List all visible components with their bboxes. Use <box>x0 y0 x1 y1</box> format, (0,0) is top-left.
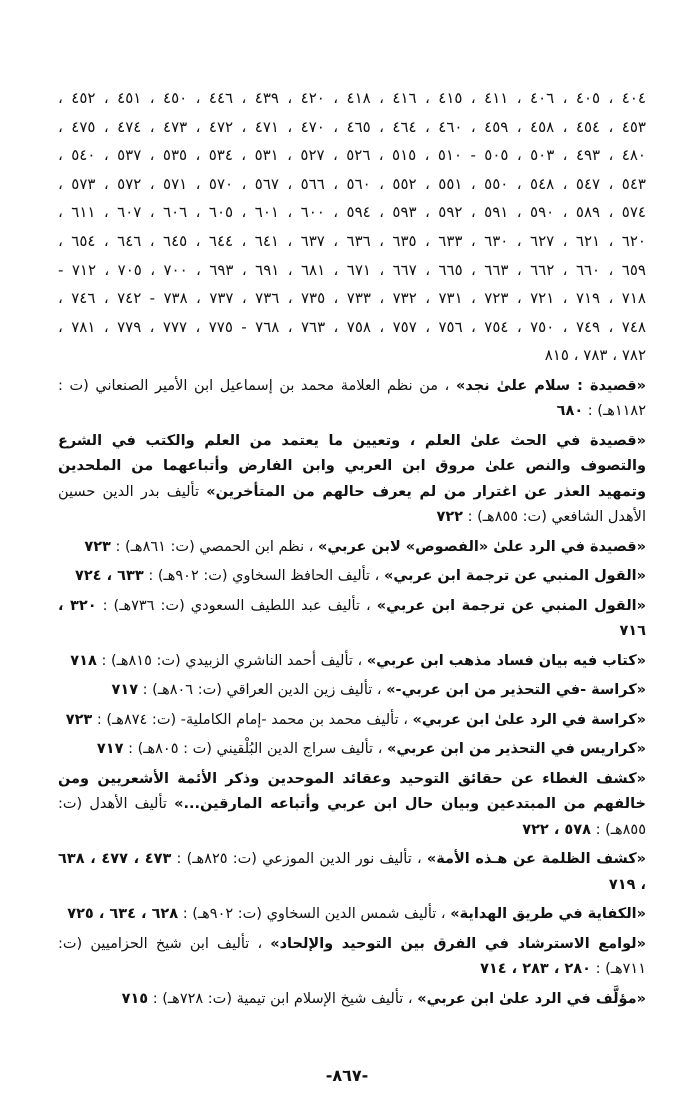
index-entry <box>58 987 646 1013</box>
page-references-block <box>58 84 646 370</box>
page-references-line: ٤٨٠ ، ٤٩٣ ، ٥٠٣ ، ٥٠٥ - ٥١٠ ، ٥١٥ ، ٥٢٦ ، ٥٢٧ ، ٥٣١ ، ٥٣٤ ، ٥٣٥ ، ٥٣٧ ، ٥٤٠ ، <box>58 146 646 165</box>
page-references-line: ٥٧٤ ، ٥٨٩ ، ٥٩٠ ، ٥٩١ ، ٥٩٢ ، ٥٩٣ ، ٥٩٤ ، ٦٠٠ ، ٦٠١ ، ٦٠٥ ، ٦٠٦ ، ٦٠٧ ، ٦١١ ، <box>58 203 646 222</box>
author-info: تأليف الأهدل (ت: ٨٥٥هـ) : <box>58 796 646 838</box>
page-number: -٨٦٧- <box>325 1066 369 1085</box>
book-title: «قصيدة : سلام علىٰ نجد» <box>455 377 647 394</box>
page-references: ٧٢٣ <box>65 711 93 728</box>
book-title: «كشف الظلمة عن هـذه الأمة» <box>426 851 647 868</box>
book-title: «قصيدة في الرد علىٰ «الفصوص» لابن عربي» <box>318 538 646 555</box>
index-entry <box>58 902 646 928</box>
page-references-line: ٧٨٢ ، ٧٨٣ ، ٨١٥ <box>544 346 646 365</box>
index-entry <box>58 932 646 983</box>
author-info: ، تأليف أحمد الناشري الزبيدي (ت: ٨١٥هـ) : <box>96 652 367 669</box>
index-entry <box>58 708 646 734</box>
book-title: «لوامع الاسترشاد في الفرق بين التوحيد والإلحاد» <box>270 935 646 952</box>
page-references: ٧٢٣ <box>84 538 111 555</box>
author-info: ، تأليف سراج الدين البُلْقيني (ت : ٨٠٥هـ) : <box>123 741 387 758</box>
page-references-line: ٤٠٤ ، ٤٠٥ ، ٤٠٦ ، ٤١١ ، ٤١٥ ، ٤١٦ ، ٤١٨ ، ٤٢٠ ، ٤٣٩ ، ٤٤٦ ، ٤٥٠ ، ٤٥١ ، ٤٥٢ ، <box>58 89 646 107</box>
page-references: ٦٢٨ ، ٦٣٤ ، ٧٢٥ <box>67 906 179 923</box>
page-references: ٦٨٠ <box>556 403 584 420</box>
book-title: «كراسة في الرد علىٰ ابن عربي» <box>412 711 646 728</box>
index-entry <box>58 594 646 645</box>
author-info: ، من نظم العلامة محمد بن إسماعيل ابن الأمير الصنعاني (ت : ١١٨٢هـ) : <box>58 377 646 420</box>
book-title: «القول المنبي عن ترجمة ابن عربي» <box>376 597 647 614</box>
page-references: ٣٢٠ ، ٧١٦ <box>58 597 646 640</box>
author-info: ، تأليف شيخ الإسلام ابن تيمية (ت: ٧٢٨هـ) : <box>148 990 418 1007</box>
index-page-body <box>58 84 646 1012</box>
page-references-line: ٥٤٣ ، ٥٤٧ ، ٥٤٨ ، ٥٥٠ ، ٥٥١ ، ٥٥٢ ، ٥٦٠ ، ٥٦٦ ، ٥٦٧ ، ٥٧٠ ، ٥٧١ ، ٥٧٢ ، ٥٧٣ ، <box>58 174 646 193</box>
author-info: تأليف بدر الدين حسين الأهدل الشافعي (ت: ٨٥٥هـ) : <box>58 483 646 526</box>
index-entry <box>58 847 646 898</box>
page-references-line: ٧٤٨ ، ٧٤٩ ، ٧٥٠ ، ٧٥٤ ، ٧٥٦ ، ٧٥٧ ، ٧٥٨ ، ٧٦٣ ، ٧٦٨ - ٧٧٥ ، ٧٧٧ ، ٧٧٩ ، ٧٨١ ، <box>58 317 646 336</box>
page-references: ٧١٥ <box>121 990 149 1007</box>
page-references: ٧١٧ <box>96 741 124 758</box>
index-entry <box>58 374 646 425</box>
index-entry <box>58 649 646 675</box>
author-info: ، تأليف محمد بن محمد -إمام الكاملية- (ت: ٨٧٤هـ) : <box>92 711 413 728</box>
index-entry <box>58 737 646 763</box>
book-title: «كراريس في التحذير من ابن عربي» <box>386 741 646 758</box>
page-references-line: ٧١٨ ، ٧١٩ ، ٧٢١ ، ٧٢٣ ، ٧٣١ ، ٧٣٢ ، ٧٣٣ ، ٧٣٥ ، ٧٣٦ ، ٧٣٧ ، ٧٣٨ - ٧٤٢ ، ٧٤٦ ، <box>58 289 646 308</box>
book-title: «القول المنبي عن ترجمة ابن عربي» <box>383 568 646 585</box>
book-title: «كتاب فيه بيان فساد مذهب ابن عربي» <box>366 652 646 669</box>
author-info: ، تأليف الحافظ السخاوي (ت: ٩٠٢هـ) : <box>143 568 384 585</box>
index-entry <box>58 429 646 531</box>
page-references: ٧١٧ <box>111 682 139 699</box>
author-info: ، تأليف زين الدين العراقي (ت: ٨٠٦هـ) : <box>138 682 387 699</box>
page-references: ٧٢٢ <box>436 509 464 526</box>
page-references: ٥٧٨ ، ٧٢٢ <box>522 821 591 838</box>
author-info: ، تأليف ابن شيخ الحزاميين (ت: ٧١١هـ) : <box>58 935 646 978</box>
page-references: ٦٣٣ ، ٧٢٤ <box>74 568 144 585</box>
page-references-line: ٤٥٣ ، ٤٥٤ ، ٤٥٨ ، ٤٥٩ ، ٤٦٠ ، ٤٦٤ ، ٤٦٥ ، ٤٧٠ ، ٤٧١ ، ٤٧٢ ، ٤٧٣ ، ٤٧٤ ، ٤٧٥ ، <box>58 117 646 136</box>
book-title: «الكفاية في طريق الهداية» <box>450 906 646 923</box>
page-references: ٤٧٣ ، ٤٧٧ ، ٦٣٨ ، ٧١٩ <box>58 851 646 893</box>
book-title: «قصيدة في الحث علىٰ العلم ، وتعيين ما يعتمد من العلم والكتب في الشرع والتصوف والنص علىٰ مروق ابن العربي وابن الفارض وأتباعهما من الملحدين وتمهيد العذر عن اغترار من لم يعرف حالهم من المتأخرين» <box>58 432 646 500</box>
index-entry <box>58 767 646 844</box>
page-references-line: ٦٥٩ ، ٦٦٠ ، ٦٦٢ ، ٦٦٣ ، ٦٦٥ ، ٦٦٧ ، ٦٧١ ، ٦٨١ ، ٦٩١ ، ٦٩٣ ، ٧٠٠ ، ٧٠٥ ، ٧١٢ - <box>58 260 646 279</box>
author-info: ، تأليف شمس الدين السخاوي (ت: ٩٠٢هـ) : <box>178 906 451 923</box>
author-info: ، نظم ابن الحمصي (ت: ٨٦١هـ) : <box>110 538 318 555</box>
author-info: ، تأليف نور الدين الموزعي (ت: ٨٢٥هـ) : <box>171 851 427 868</box>
page-references: ٢٨٠ ، ٢٨٣ ، ٧١٤ <box>480 961 591 978</box>
book-title: «مؤلَّف في الرد علىٰ ابن عربي» <box>417 990 646 1007</box>
page-references-line: ٦٢٠ ، ٦٢١ ، ٦٢٧ ، ٦٣٠ ، ٦٣٣ ، ٦٣٥ ، ٦٣٦ ، ٦٣٧ ، ٦٤١ ، ٦٤٤ ، ٦٤٥ ، ٦٤٦ ، ٦٥٤ ، <box>58 231 646 250</box>
index-entry <box>58 678 646 704</box>
author-info: ، تأليف عبد اللطيف السعودي (ت: ٧٣٦هـ) : <box>96 597 377 614</box>
page-references: ٧١٨ <box>70 652 97 669</box>
index-entry <box>58 535 646 561</box>
index-entry <box>58 564 646 590</box>
book-title: «كراسة -في التحذير من ابن عربي-» <box>386 682 646 699</box>
book-title: «كشف الغطاء عن حقائق التوحيد وعقائد الموحدين وذكر الأئمة الأشعريين ومن خالفهم من المبتدعين وبيان حال ابن عربي وأتباعه المارقين...» <box>58 770 646 813</box>
